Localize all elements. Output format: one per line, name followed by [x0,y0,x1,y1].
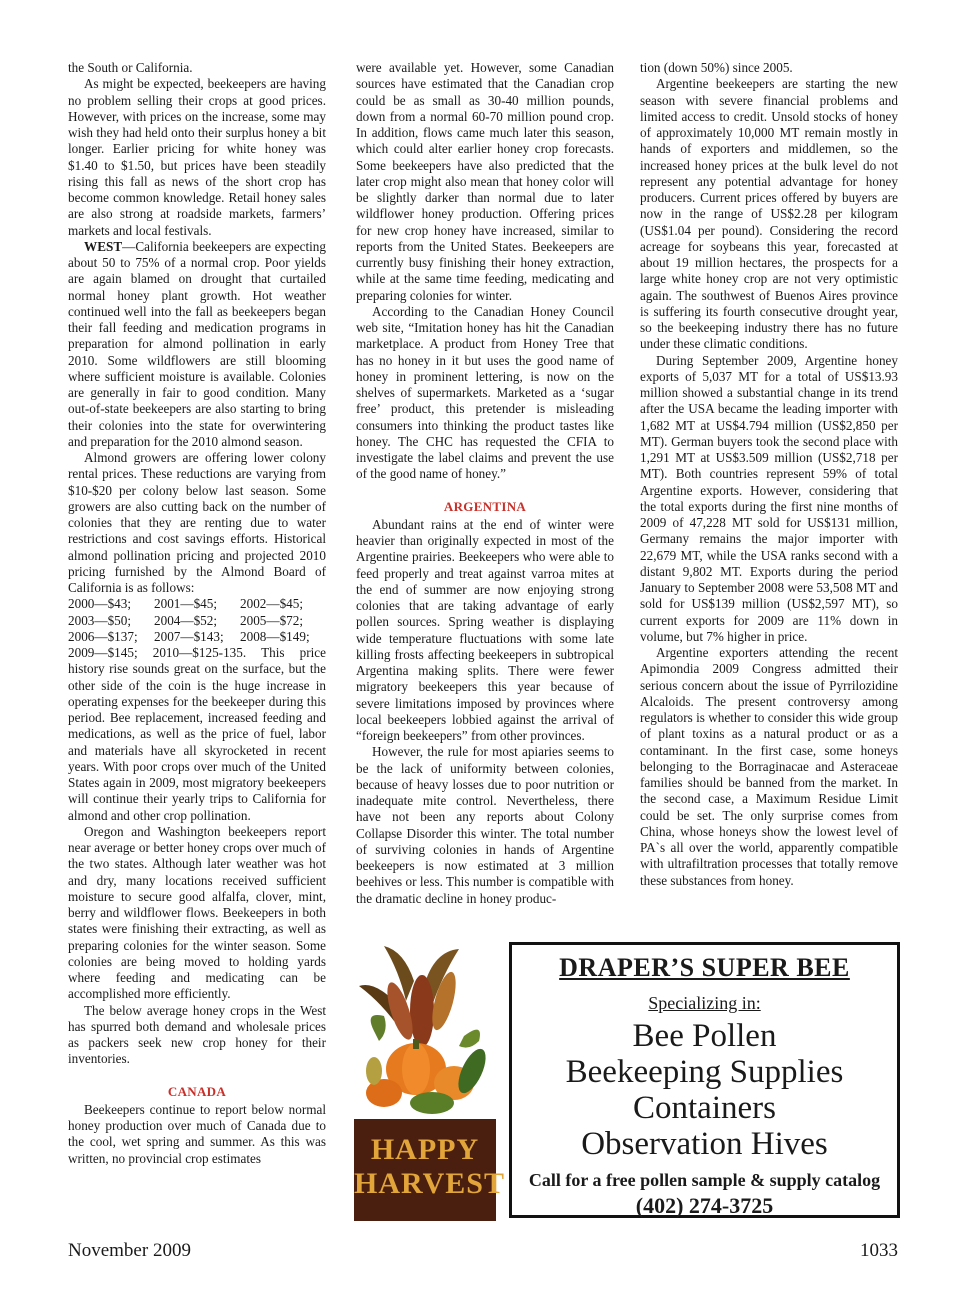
happy-harvest-line-1: HAPPY [370,1133,480,1166]
paragraph: Oregon and Washington beekeepers report near average or better honey crops over much of the two states. Although later weather was hot and dry, many locations received sufficient moisture to secure good alfalfa, clover, mint, berry and wildflower flows. Beekeepers in both states were finishing their extracting, as well as preparing colonies for the winter season. Some colonies are being moved to holding yards where feeding and medicating can be accomplished more efficiently. [68,823,326,1002]
footer-date: November 2009 [68,1240,191,1261]
price-entry: 2003—$50; [68,612,132,628]
section-heading-argentina: ARGENTINA [443,498,527,514]
price-entry: 2006—$137; [68,628,138,644]
article-column-2 [356,60,614,907]
ad-product: Bee Pollen [632,1018,777,1054]
paragraph: Argentine exporters attending the recent Apimondia 2009 Congress admitted their serious concern about the issue of Pyrrilozidine Alcaloids. The present controversy among regulators is whether to consider this wide group of plant toxins as a natural product or as a contaminant. In the first case, some honeys belonging to the Borraginacae and Asteraceae families should be banned from the market. In the second case, a Maximum Residue Limit could be set. The only surprise comes from China, whose honeys show the lowest level of PA`s all over the world, apparently compatible with ultrafiltration processes that totally remove these substances from honey. [640,645,898,888]
paragraph: Abundant rains at the end of winter were heavier than originally expected in most of the Argentine prairies. Beekeepers who were able to feed properly and treat against varroa mites at the end of summer are now enjoying strong colonies that are taking advantage of early pollen sources. Spring weather is displaying wide temperature fluctuations with some late killing frosts affecting beekeepers in subtropical Argentina making splits. There were fewer migratory beekeepers this year because of severe limitations imposed by provinces where local beekeepers lobbied against the arrival of “foreign beekeepers” from other provinces. [356,516,614,743]
paragraph [68,645,326,824]
paragraph: tion (down 50%) since 2005. [640,60,793,75]
section-heading-canada: CANADA [167,1083,227,1099]
happy-harvest-banner [354,1119,505,1221]
price-entry: 2001—$45; [154,596,218,612]
price-entry: 2009—$145; 2010—$125-135. [68,645,247,660]
ad-subtitle: Specializing in: [648,993,761,1013]
article-column-1 [68,60,326,1167]
paragraph: were available yet. However, some Canadian sources have estimated that the Canadian crop could be as small as 30-40 million pounds, down from a normal 60-70 million pound crop. In addition, flows came much later this season, which could alter earlier honey crop forecasts. Some beekeepers have also predicted that the later crop might also mean that honey color will be slightly darker than normal due to later wildflower honey production. Offering prices for new crop honey have increased, similar to reports from the United States. Beekeepers are currently busy finishing their honey extraction, while at the same time feeding, medicating and preparing colonies for winter. [356,60,614,303]
ad-product: Beekeeping Supplies [565,1054,844,1090]
region-lead-west: WEST [84,238,123,254]
price-entry: 2002—$45; [240,596,304,612]
ad-product: Observation Hives [581,1126,828,1162]
paragraph-text: This price history rise sounds great on the surface, but the other side of the coin is the huge increase in operating expenses for the beekeeper during this period. Bee replacement, increased feeding and medications, as well as the price of fuel, labor and materials have all skyrocketed in recent years. With poor crops over much of the United States again in 2009, most migratory beekeepers will continue their yearly trips to California for almond and other crop pollination. [68,645,326,823]
price-entry: 2008—$149; [240,628,310,644]
paragraph: According to the Canadian Honey Council web site, “Imitation honey has hit the Canadian marketplace. A product from Honey Tree that has no honey in it but uses the good name of honey in prominent lettering, is now on the shelves of supermarkets. Marketed as a ‘sugar free’ product, this pretender is misleading consumers into thinking the product tastes like honey. The CHC has requested the CFIA to investigate the label claims and prevent the use of the good name of honey.” [356,303,614,482]
paragraph: Argentine beekeepers are starting the new season with severe financial problems and limited access to credit. Unsold stocks of honey of approximately 10,000 MT remain mostly in hands of exporters and middlemen, so the increased honey prices at the bulk level do not represent any potential advantage for honey producers. Current prices offered by buyers are now in the range of US$2.28 per kilogram (US$1.04 per pound). Considering the record acreage for soybeans this year, forecasted at about 19 million hectares, the prospects for a large white honey crop are not very optimistic again. The southwest of Buenos Aires province is suffering its fourth consecutive drought year, so the beekeeping industry there has no future under these climatic conditions. [640,76,898,352]
price-entry: 2007—$143; [154,628,224,644]
happy-harvest-line-2: HARVEST [354,1167,505,1200]
price-entry: 2000—$43; [68,596,132,612]
paragraph: During September 2009, Argentine honey exports of 5,037 MT for a total of US$13.93 million showed a substantial change in its trend after the USA became the leading importer with 1,682 MT at US$4.794 million (US$2,850 per MT). German buyers took the second place with 1,291 MT at US$3.509 million (US$2,718 per MT). Both countries represent 59% of total Argentine exports. However, considering that the total exports during the first nine months of 2009 of 47,228 MT sold for US$131 million, Germany remains the major importer with 22,679 MT, while the USA ranks second with a distant 9,802 MT. Exports during the period January to September 2008 were 53,508 MT and sold for US$139 million (US$2,597 MT), so current exports for 2009 are 11% down in volume, but 7% higher in price. [640,352,898,644]
price-entry: 2004—$52; [154,612,218,628]
price-entry: 2005—$72; [240,612,304,628]
ad-phone-number: (402) 274-3725 [635,1193,774,1218]
ad-call-to-action: Call for a free pollen sample & supply catalog [528,1170,881,1190]
harvest-produce-icon [354,941,496,1121]
article-column-3 [640,60,898,889]
paragraph: The below average honey crops in the West has spurred both demand and wholesale prices as packers seek new crop honey for their inventories. [68,1002,326,1067]
paragraph: the South or California. [68,60,193,75]
ad-product: Containers [633,1090,776,1126]
ad-title: DRAPER’S SUPER BEE [559,953,850,982]
paragraph: However, the rule for most apiaries seems to be the lack of uniformity between colonies, because of heavy losses due to poor nutrition or inadequate mite control. Nevertheless, there have not been any reports about Colony Collapse Disorder this winter. The total number of surviving colonies in hands of Argentine beekeepers is now estimated at 3 million beehives or less. This number is compatible with the dramatic decline in honey produc- [356,744,614,906]
paragraph: Beekeepers continue to report below normal honey production over much of Canada due to the cool, wet spring and summer. As this was written, no provincial crop estimates [68,1101,326,1166]
price-table [68,596,326,645]
page-number: 1033 [860,1240,898,1261]
drapers-super-bee-ad [509,942,900,1218]
paragraph [68,239,326,450]
paragraph: Almond growers are offering lower colony rental prices. These reductions are varying from $10-$20 per colony below last season. Some growers are also cutting back on the number of colonies that they are renting due to water restrictions and cost savings efforts. Historical almond pollination pricing and projected 2010 pricing furnished by the Almond Board of California is as follows: [68,450,326,595]
paragraph: As might be expected, beekeepers are having no problem selling their crops at good prices. However, with prices on the increase, some may wish they had held onto their surplus honey a bit longer. Earlier pricing for white honey was $1.40 to $1.50, but prices have been steadily rising this fall as news of the short crop has become common knowledge. Retail honey sales are also strong at roadside markets, farmers’ markets and local festivals. [68,76,326,238]
paragraph-text: —California beekeepers are expecting about 50 to 75% of a normal crop. Poor yields are again blamed on drought that curtailed normal honey plant growth. Hot weather continued well into the fall as beekeepers began their fall feeding and medication programs in preparation for almond pollination in early 2010. Some wildflowers are still blooming where sufficient moisture is available. Colonies are generally in fair to good condition. Many out-of-state beekeepers are also starting to bring their colonies into the state for overwintering and preparation for the 2010 almond season. [68,238,326,449]
